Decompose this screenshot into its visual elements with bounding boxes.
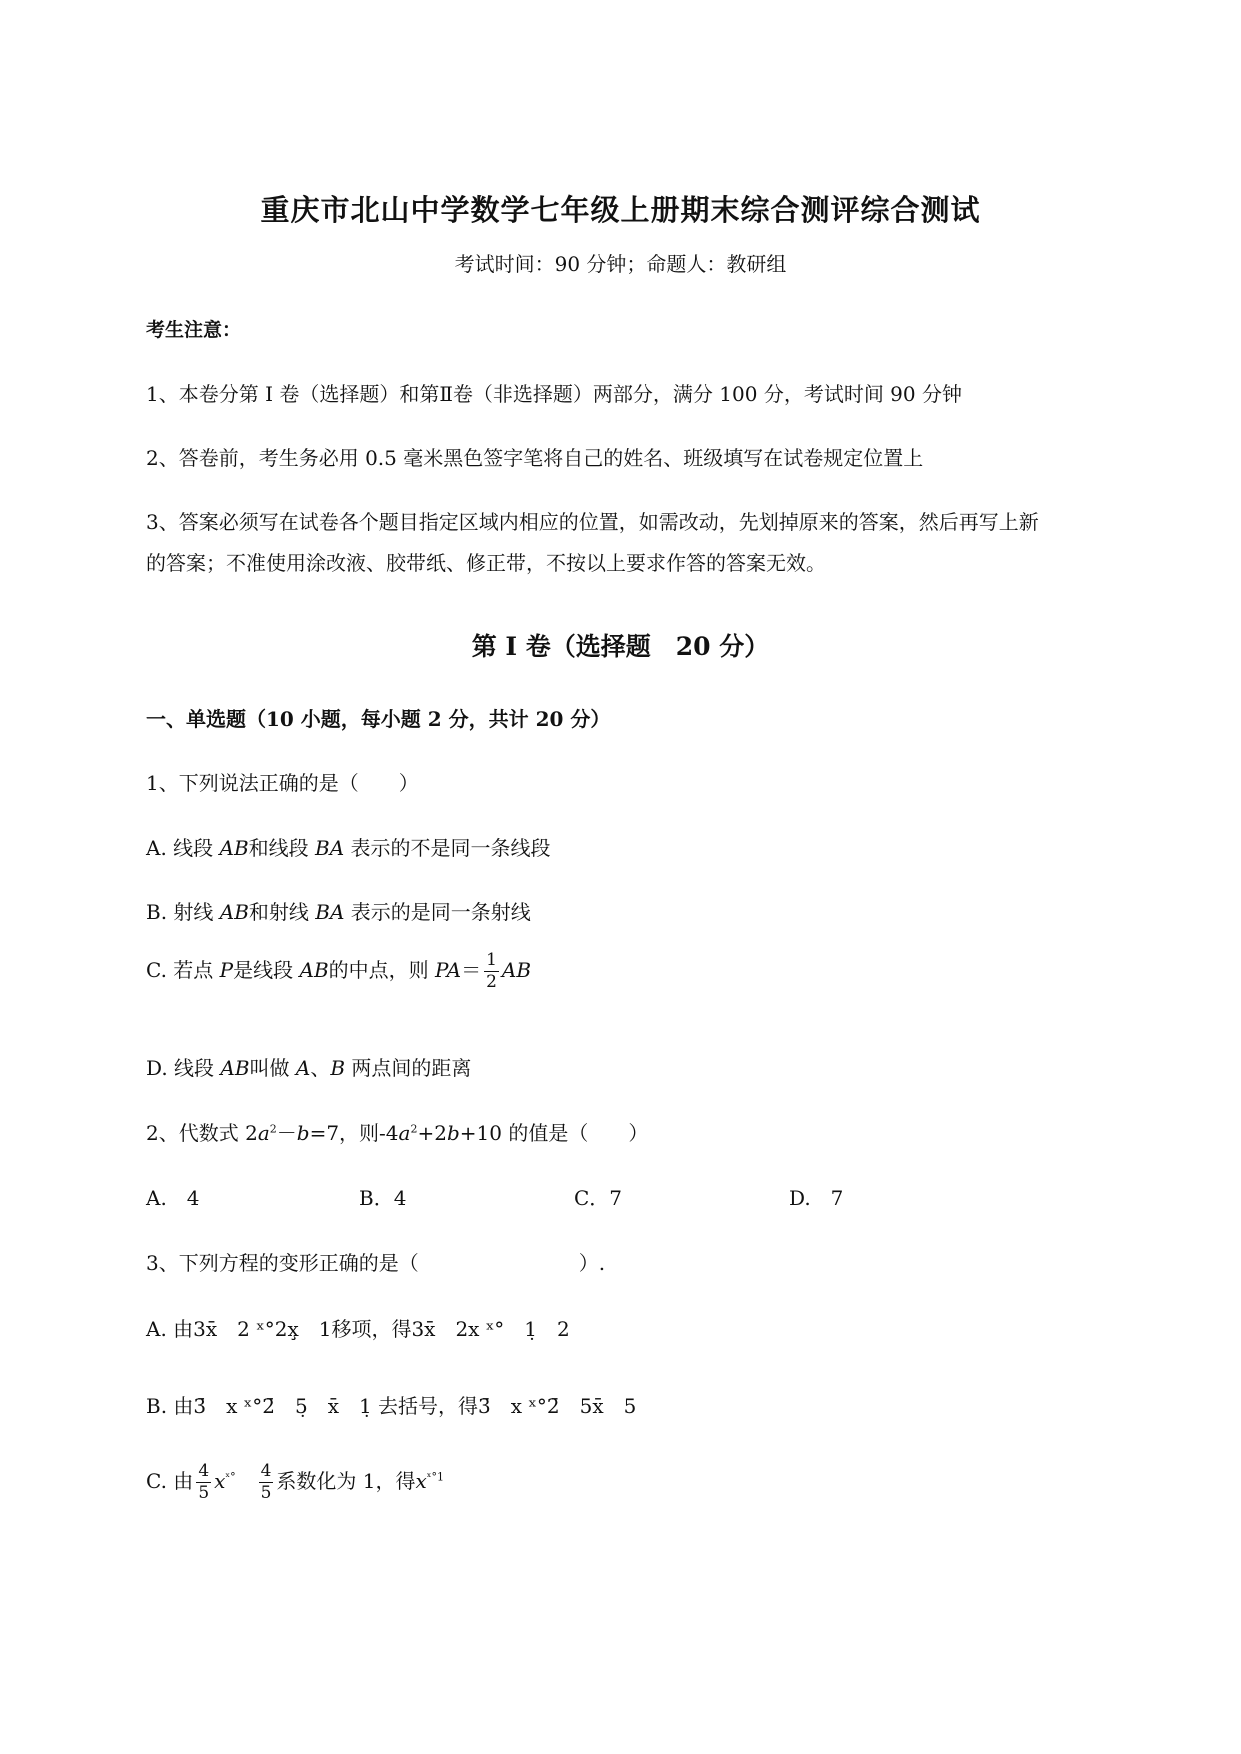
q3-option-b: B. 由3̄ x ˣ°2̄ 5̣ x̄ 1̣ 去括号，得3̄ x ˣ°2̄ 5x̄ 5 (146, 1394, 637, 1418)
fraction-four-fifths: $\frac{4}{5}$ (198, 1461, 210, 1503)
notice-heading: 考生注意： (146, 319, 242, 341)
notice-item-1: 1、本卷分第 I 卷（选择题）和第Ⅱ卷（非选择题）两部分，满分 100 分，考试时间 90 分钟 (146, 382, 962, 406)
notice-item-3: 3、答案必须写在试卷各个题目指定区域内相应的位置，如需改动，先划掉原来的答案，然后再写上新 (146, 510, 1039, 534)
notice-item-3-cont: 的答案；不准使用涂改液、胶带纸、修正带，不按以上要求作答的答案无效。 (146, 551, 826, 575)
part-heading: 一、单选题（10 小题，每小题 2 分，共计 20 分） (146, 707, 611, 731)
q1-option-b: B. 射线 AB和射线 BA 表示的是同一条射线 (146, 900, 531, 924)
q1-option-a: A. 线段 AB和线段 BA 表示的不是同一条线段 (146, 836, 551, 860)
q2-stem: 2、代数式 $2a^2-b=7$，则$-4a^2+2b+10$ 的值是（ ） (146, 1121, 649, 1145)
q1-option-c: C. 若点 P是线段 AB的中点，则 PA＝ $\frac{1}{2}$ AB (146, 950, 532, 992)
q3-option-a: A. 由3x̄ 2 ˣ°2x̧ 1移项，得3x̄ 2x ˣ° 1̣ 2 (146, 1317, 570, 1341)
q2-option-d: D. 7 (789, 1186, 844, 1210)
section-heading: 第 I 卷（选择题 20 分） (471, 632, 770, 661)
exam-info: 考试时间：90 分钟；命题人：教研组 (454, 252, 787, 276)
fraction-one-half: $\frac{1}{2}$ (486, 950, 497, 992)
notice-item-2: 2、答卷前，考生务必用 0.5 毫米黑色签字笔将自己的姓名、班级填写在试卷规定位置上 (146, 446, 924, 470)
q2-option-c: C．7 (574, 1186, 623, 1210)
q2-option-a: A. 4 (146, 1186, 200, 1210)
q3-option-c: C. 由 $\frac{4}{5}$ $x^{ˣ^\circ}$ $\frac{4}{5}$ 系数化为 1，得$x^{ˣ^\circ 1}$ (146, 1461, 444, 1503)
q2-option-b: B．4 (359, 1186, 407, 1210)
q1-stem: 1、下列说法正确的是（ ） (146, 771, 419, 795)
q3-stem: 3、下列方程的变形正确的是（ ）. (146, 1251, 606, 1275)
q1-option-d: D. 线段 AB叫做 A、B 两点间的距离 (146, 1056, 472, 1080)
page-title: 重庆市北山中学数学七年级上册期末综合测评综合测试 (260, 193, 981, 227)
fraction-four-fifths: $\frac{4}{5}$ (260, 1461, 272, 1503)
